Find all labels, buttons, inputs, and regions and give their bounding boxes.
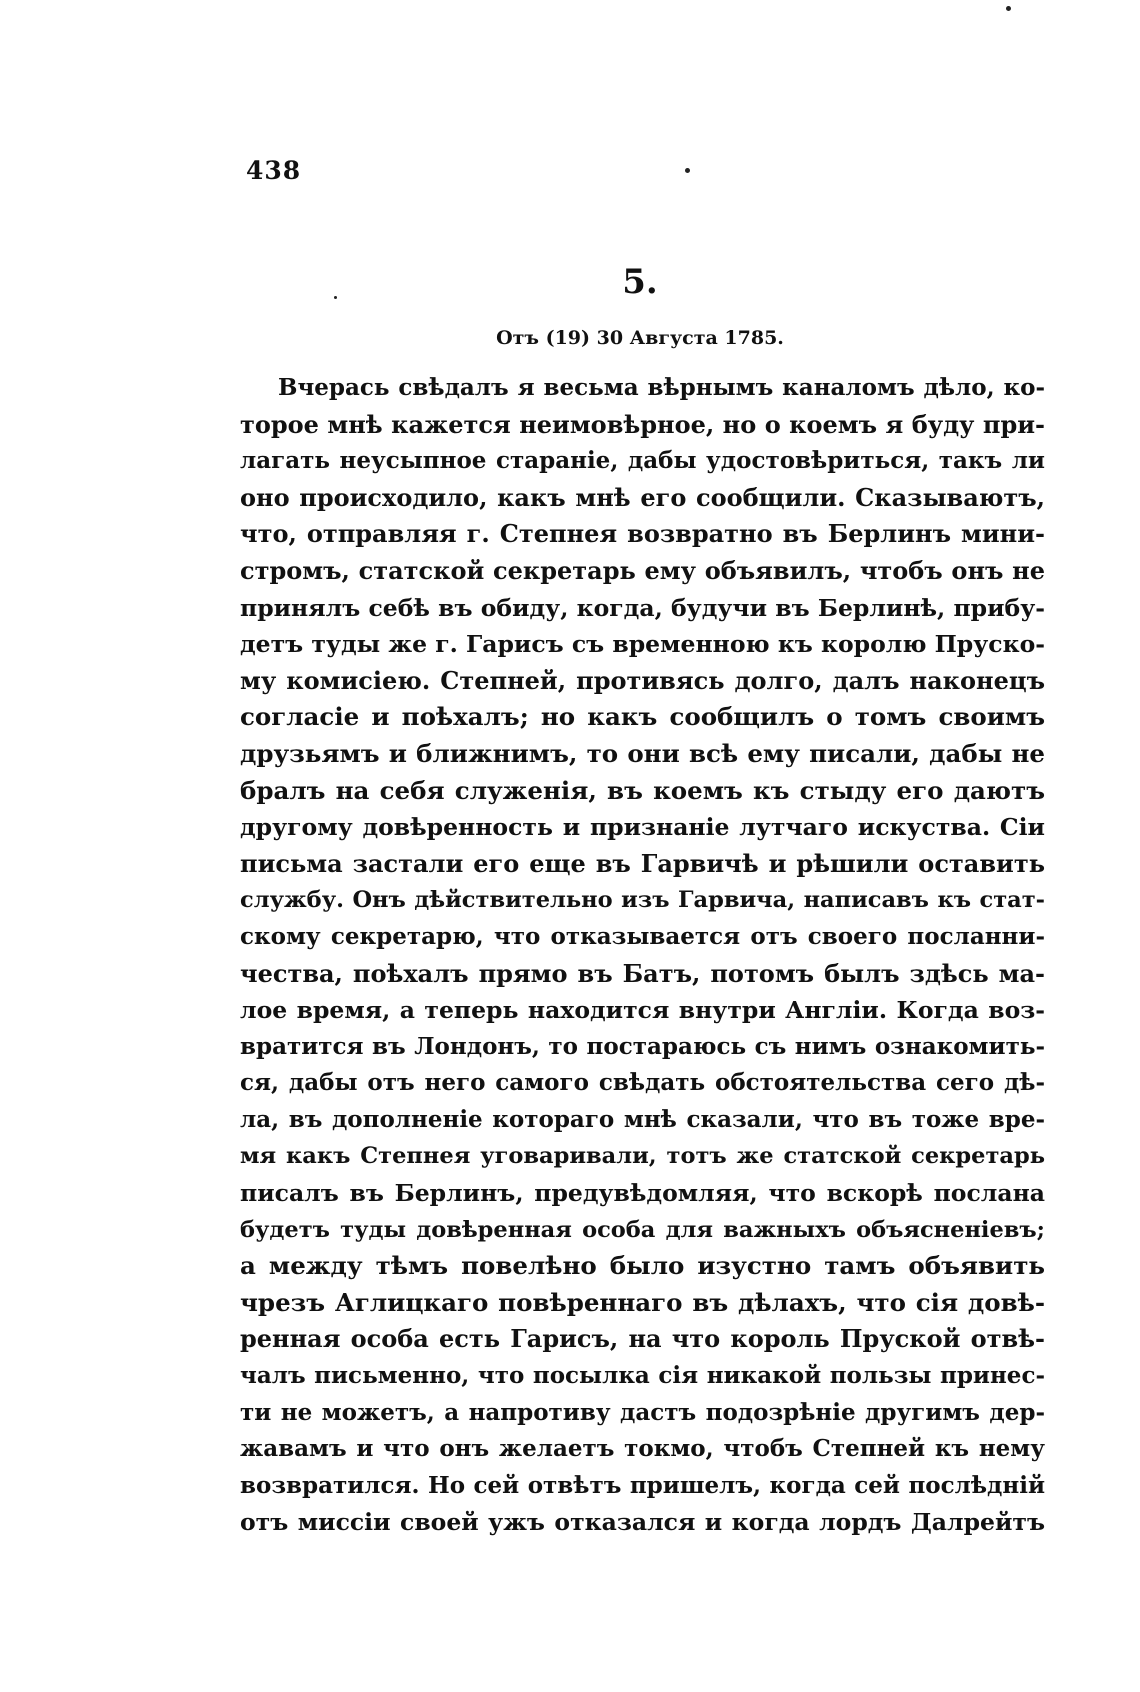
page-number: 438 <box>246 156 302 185</box>
text-line: ти не можетъ, а напротиву дастъ подозрѣніе другимъ дер- <box>240 1398 1045 1426</box>
text-line: ся, дабы отъ него самого свѣдать обстоятельства сего дѣ- <box>240 1069 1045 1097</box>
text-line: мя какъ Степнея уговаривали, тотъ же статской секретарь <box>240 1143 1045 1170</box>
letter-body <box>240 370 1045 1541</box>
text-line: согласіе и поѣхалъ; но какъ сообщилъ о томъ своимъ <box>240 702 1045 732</box>
text-line: отъ миссіи своей ужъ отказался и когда лордъ Далрейтъ <box>240 1508 1045 1537</box>
text-line: чества, поѣхалъ прямо въ Батъ, потомъ былъ здѣсь ма- <box>240 958 1045 988</box>
text-line: чрезъ Аглицкаго повѣреннаго въ дѣлахъ, что сія довѣ- <box>240 1287 1045 1317</box>
text-line: му комисіею. Степней, противясь долго, далъ наконецъ <box>240 665 1045 695</box>
text-line: вратится въ Лондонъ, то постараюсь съ нимъ ознакомить- <box>240 1032 1045 1060</box>
scan-speck <box>1006 6 1011 11</box>
document-number: 5. <box>622 262 658 302</box>
text-line: друзьямъ и ближнимъ, то они всѣ ему писали, дабы не <box>240 738 1045 768</box>
text-line: возвратился. Но сей отвѣтъ пришелъ, когда сей послѣдній <box>240 1471 1045 1499</box>
text-line: оно происходило, какъ мнѣ его сообщили. Сказываютъ, <box>240 482 1045 512</box>
scan-speck <box>685 168 690 173</box>
text-line: Вчерась свѣдалъ я весьма вѣрнымъ каналомъ дѣло, ко- <box>278 374 1045 401</box>
text-line: лое время, а теперь находится внутри Англіи. Когда воз- <box>240 996 1045 1025</box>
text-line: жавамъ и что онъ желаетъ токмо, чтобъ Степней къ нему <box>240 1435 1045 1463</box>
letter-date: Отъ (19) 30 Августа 1785. <box>496 327 784 349</box>
text-line: стромъ, статской секретарь ему объявилъ, чтобъ онъ не <box>240 555 1045 585</box>
text-line: службу. Онъ дѣйствительно изъ Гарвича, написавъ къ стат- <box>240 887 1045 914</box>
text-line: письма застали его еще въ Гарвичѣ и рѣшили оставить <box>240 848 1045 878</box>
text-line: будетъ туды довѣренная особа для важныхъ объясненіевъ; <box>240 1216 1045 1243</box>
text-line: детъ туды же г. Гарисъ съ временною къ королю Прускo- <box>240 630 1045 659</box>
text-line: писалъ въ Берлинъ, предувѣдомляя, что вскорѣ послана <box>240 1179 1045 1208</box>
text-line: другому довѣренность и признаніе лутчаго искуства. Сіи <box>240 813 1045 842</box>
text-line: бралъ на себя служенія, въ коемъ къ стыду его даютъ <box>240 775 1045 805</box>
text-line: лагать неусыпное стараніе, дабы удостовѣриться, такъ ли <box>240 447 1045 475</box>
text-line: чалъ письменно, что посылка сія никакой пользы принес- <box>240 1362 1045 1390</box>
text-line: ла, въ дополненіе котораго мнѣ сказали, что въ тоже вре- <box>240 1105 1045 1133</box>
text-line: а между тѣмъ повелѣно было изустно тамъ объявить <box>240 1251 1045 1281</box>
text-line: принялъ себѣ въ обиду, когда, будучи въ Берлинѣ, прибу- <box>240 593 1045 622</box>
text-line: ренная особа есть Гарисъ, на что король Пруской отвѣ- <box>240 1324 1045 1354</box>
text-line: что, отправляя г. Степнея возвратно въ Берлинъ мини- <box>240 519 1045 549</box>
text-line: торое мнѣ кажется неимовѣрное, но о коемъ я буду при- <box>240 409 1045 439</box>
text-line: скому секретарю, что отказывается отъ своего посланни- <box>240 922 1045 950</box>
